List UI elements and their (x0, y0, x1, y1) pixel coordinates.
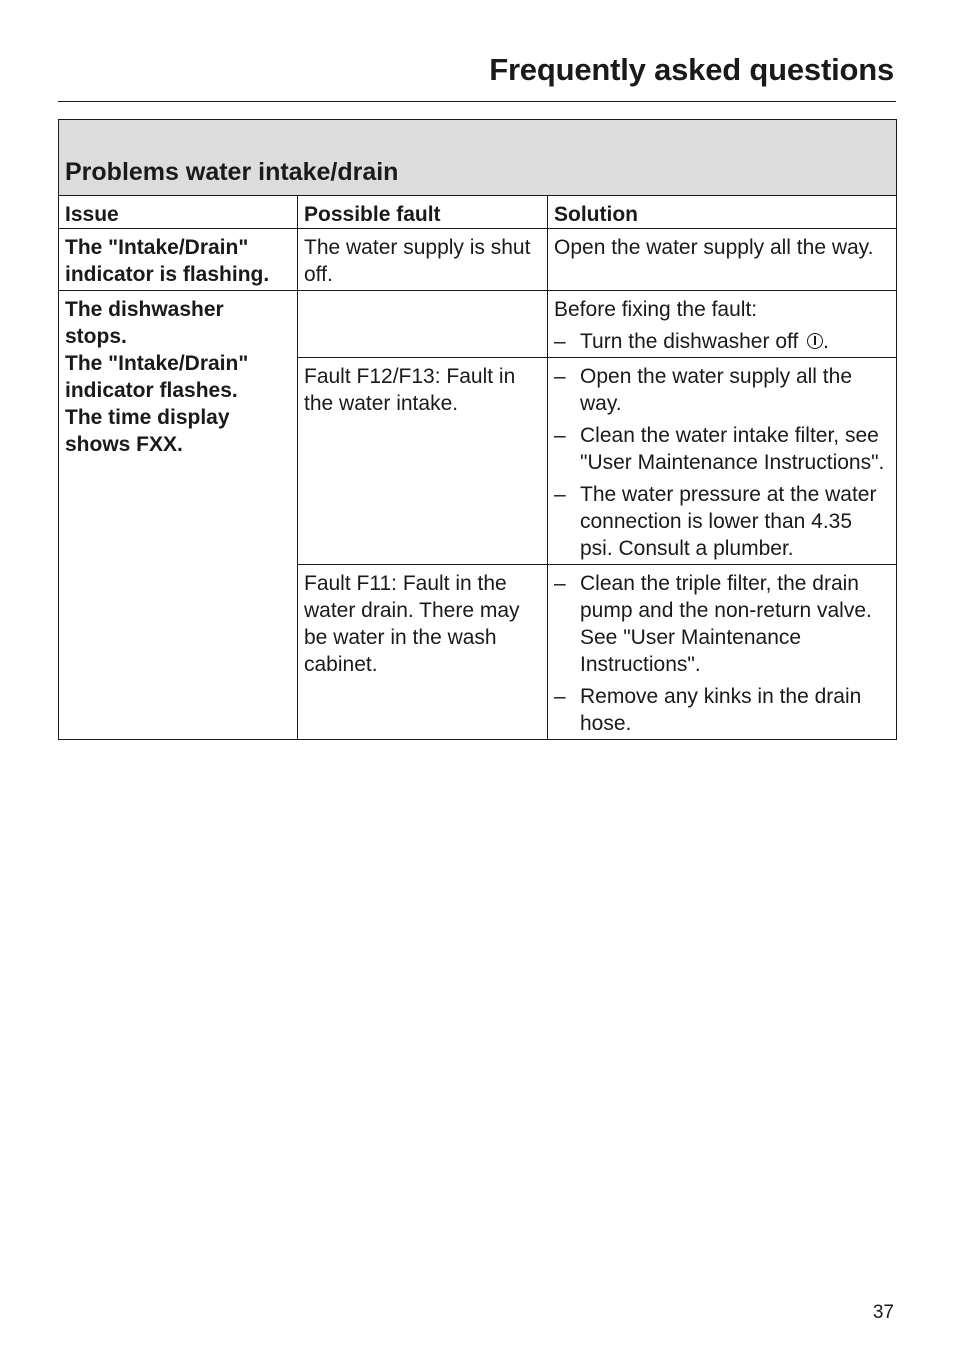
page-number: 37 (872, 1302, 894, 1323)
issue-cell (59, 291, 298, 740)
issue-line: The dishwasher stops. (65, 298, 224, 348)
fault-cell: The water supply is shut off. (298, 229, 548, 291)
fault-cell (298, 291, 548, 358)
header-possible-fault: Possible fault (298, 196, 548, 229)
table-row (59, 229, 897, 291)
bullet-dash: – (554, 365, 566, 388)
fault-cell: Fault F12/F13: Fault in the water intake. (298, 358, 548, 565)
bullet-text: Clean the water intake filter, see "User Maintenance Instructions". (580, 424, 885, 474)
section-row (59, 120, 897, 196)
title-divider (58, 101, 896, 102)
power-icon (807, 333, 823, 349)
solution-cell (548, 358, 897, 565)
solution-cell (548, 565, 897, 740)
page-title: Frequently asked questions (489, 52, 894, 87)
bullet-dash: – (554, 330, 566, 353)
section-title: Problems water intake/drain (59, 120, 897, 196)
header-issue: Issue (59, 196, 298, 229)
solution-bullet (554, 422, 890, 476)
bullet-dash: – (554, 424, 566, 447)
bullet-text: Open the water supply all the way. (580, 365, 852, 415)
table-row (59, 291, 897, 358)
solution-bullet (554, 683, 890, 737)
solution-bullet (554, 570, 890, 678)
solution-cell (548, 291, 897, 358)
issue-line: The time display shows FXX. (65, 406, 230, 456)
bullet-dash: – (554, 685, 566, 708)
bullet-dash: – (554, 572, 566, 595)
header-row (59, 196, 897, 229)
solution-bullet (554, 363, 890, 417)
solution-intro: Before fixing the fault: (554, 298, 758, 321)
solution-bullet (554, 328, 890, 355)
bullet-text: Turn the dishwasher off . (580, 330, 829, 353)
bullet-text: Clean the triple filter, the drain pump and the non-return valve. See "User Maintenance Instructions". (580, 572, 872, 676)
faq-table (58, 119, 897, 740)
issue-cell: The "Intake/Drain" indicator is flashing. (59, 229, 298, 291)
issue-line: The "Intake/Drain" indicator flashes. (65, 352, 249, 402)
bullet-dash: – (554, 483, 566, 506)
solution-bullet (554, 481, 890, 562)
bullet-text: The water pressure at the water connection is lower than 4.35 psi. Consult a plumber. (580, 483, 877, 560)
fault-cell: Fault F11: Fault in the water drain. There may be water in the wash cabinet. (298, 565, 548, 740)
header-solution: Solution (548, 196, 897, 229)
bullet-text: Remove any kinks in the drain hose. (580, 685, 862, 735)
solution-cell: Open the water supply all the way. (548, 229, 897, 291)
